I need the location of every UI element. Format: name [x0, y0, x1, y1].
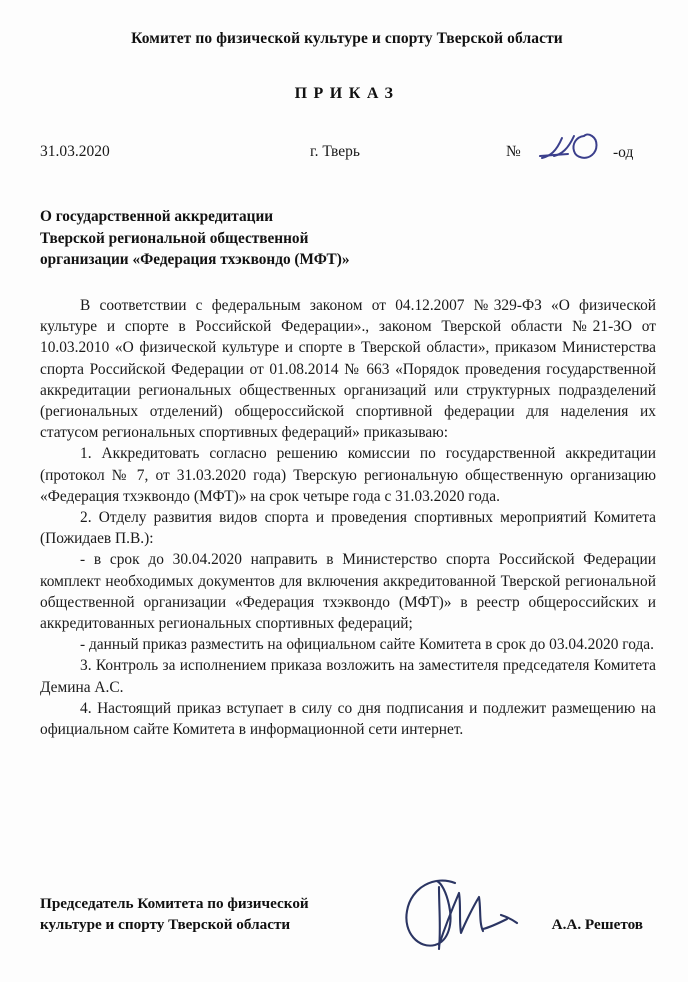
signatory-title-line-2: культуре и спорту Тверской области — [40, 916, 291, 933]
subject-line-3: организации «Федерация тхэквондо (МФТ)» — [40, 251, 350, 268]
signatory-title-line-1: Председатель Комитета по физической — [40, 895, 309, 912]
handwritten-signature — [395, 871, 565, 966]
body-item-2: 2. Отделу развития видов спорта и проведения спортивных мероприятий Комитета (Пожидаев П.В.): — [40, 509, 656, 548]
subject-line-1: О государственной аккредитации — [40, 208, 274, 225]
document-city: г. Тверь — [310, 143, 360, 160]
signature-block — [40, 893, 655, 963]
document-date: 31.03.2020 — [40, 143, 110, 160]
handwritten-number-110 — [538, 126, 610, 168]
organization-header: Комитет по физической культуре и спорту Тверской области — [131, 30, 563, 47]
document-number-label: № — [506, 143, 521, 160]
document-body — [40, 295, 656, 740]
document-number-suffix: -од — [613, 144, 634, 161]
body-item-1: 1. Аккредитовать согласно решению комиссии по государственной аккредитации (протокол № 7, от 31.03.2020 года) Тверскую региональную общественную организацию «Федерация тхэквондо (МФТ)» на срок четыре года с 31.03.2020 года. — [40, 445, 656, 505]
body-item-4: 4. Настоящий приказ вступает в силу со дня подписания и подлежит размещению на официальном сайте Комитета в информационной сети интернет. — [40, 699, 656, 739]
signatory-title — [40, 893, 380, 935]
body-preamble: В соответствии с федеральным законом от 04.12.2007 №329-ФЗ «О физической культуре и спорте в Российской Федерации»., законом Тверской области №21-ЗО от 10.03.2010 «О физической культуре и спорте в Тверской области», приказом Министерства спорта Российской Федерации от 01.08.2014 № 663 «Порядок проведения государственной аккредитации региональных общественных организаций или структурных подразделений (региональных отделений) общероссийской спортивной федерации для наделения их статусом региональных спортивных федераций» приказываю: — [40, 297, 656, 442]
document-subject — [40, 206, 470, 271]
body-item-2-bullet-1: - в срок до 30.04.2020 направить в Министерство спорта Российской Федерации комплект необходимых документов для включения аккредитованной Тверской региональной общественной организации «Федерация тхэквондо (МФТ)» в реестр общероссийских и аккредитованных региональных спортивных федераций; — [40, 551, 656, 633]
body-item-2-bullet-2: - данный приказ разместить на официальном сайте Комитета в срок до 03.04.2020 года. — [80, 636, 654, 654]
document-kind-title: ПРИКАЗ — [294, 85, 400, 102]
body-item-3: 3. Контроль за исполнением приказа возложить на заместителя председателя Комитета Демина А.С. — [40, 657, 656, 696]
signatory-name: А.А. Решетов — [551, 916, 643, 933]
document-meta-row — [40, 143, 655, 169]
subject-line-2: Тверской региональной общественной — [40, 229, 309, 247]
